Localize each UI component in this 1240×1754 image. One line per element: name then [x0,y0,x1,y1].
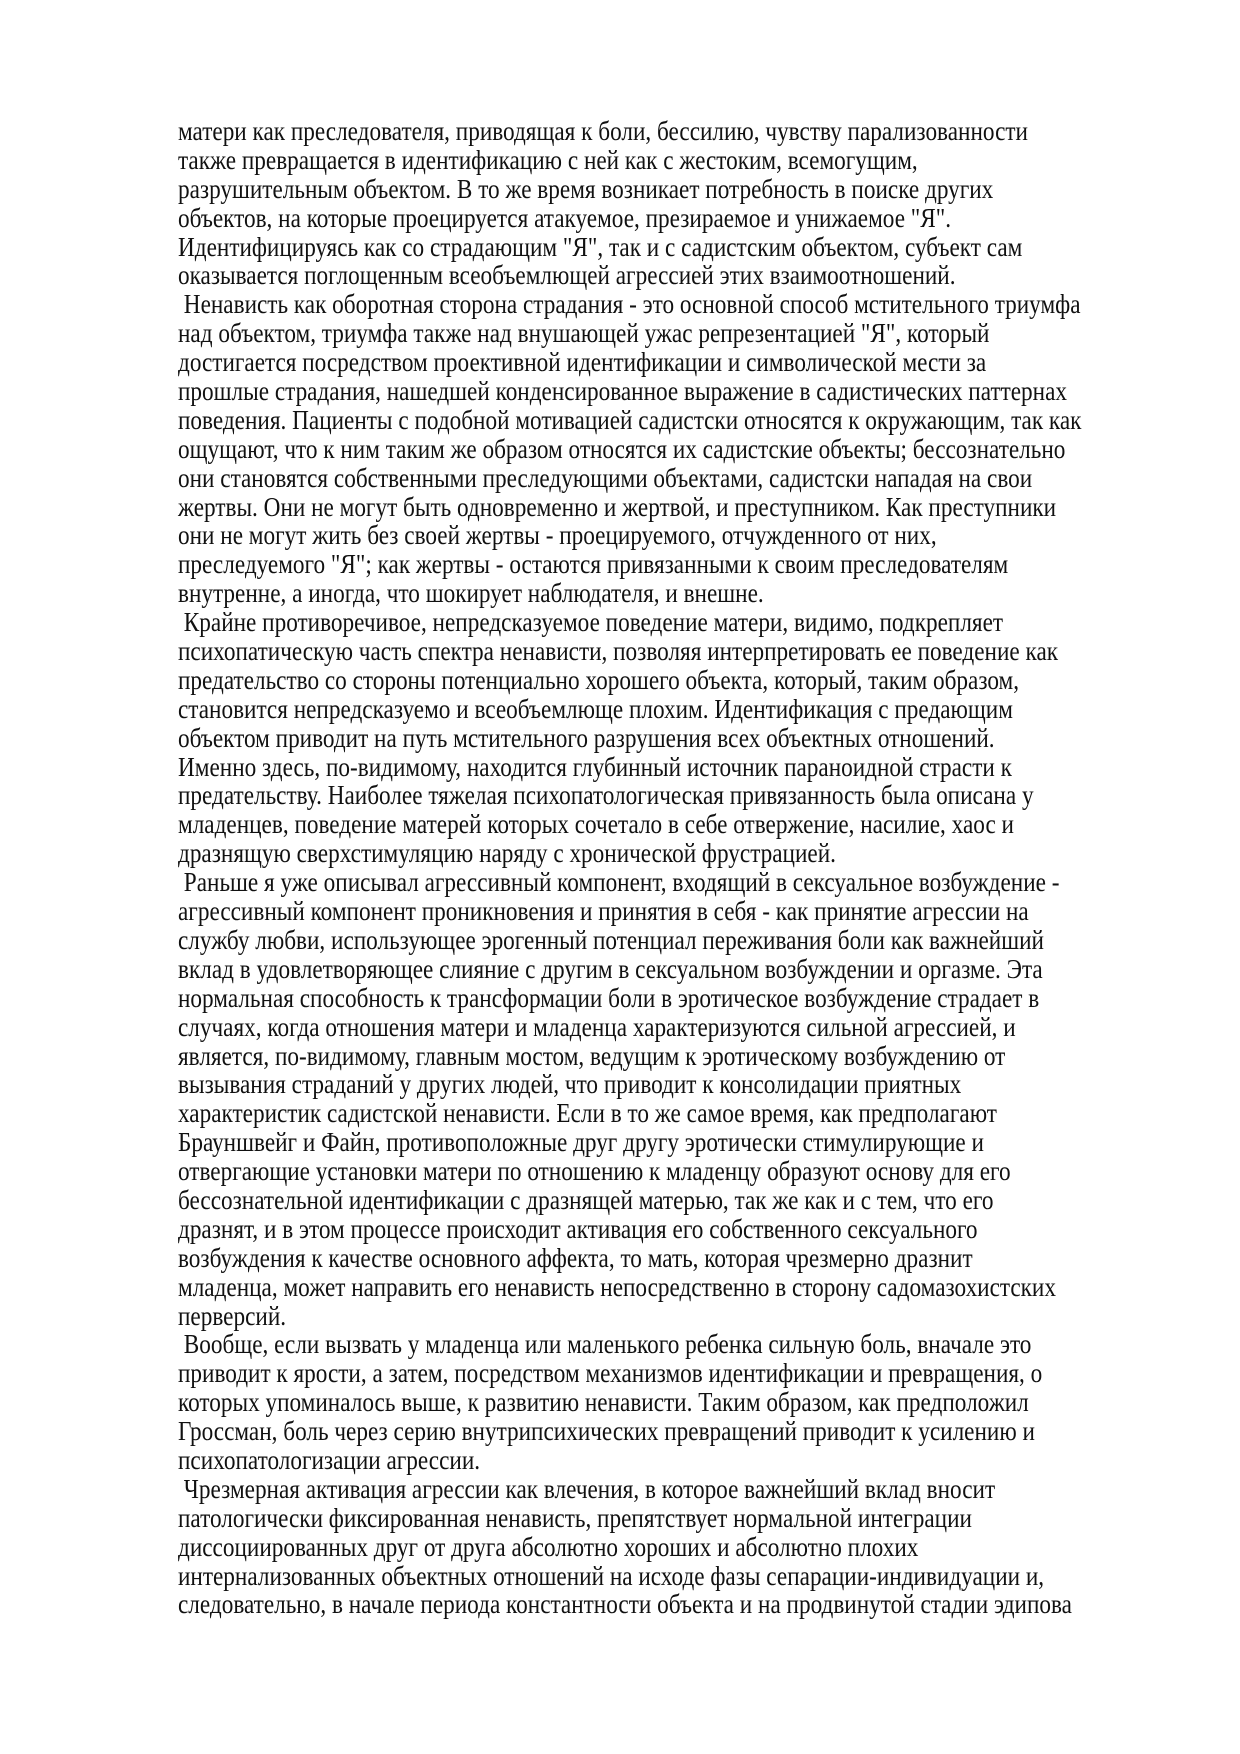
text-line: над объектом, триумфа также над внушающей ужас репрезентацией "Я", который [178,318,990,349]
body-text [178,117,1178,1619]
text-line: Вообще, если вызвать у младенца или маленького ребенка сильную боль, вначале это [178,1329,1032,1360]
text-line: патологически фиксированная ненависть, препятствует нормальной интеграции [178,1502,972,1533]
text-line: случаях, когда отношения матери и младенца характеризуются сильной агрессией, и [178,1011,1016,1042]
text-line: агрессивный компонент проникновения и принятия в себя - как принятие агрессии на [178,896,1029,927]
text-line: младенцев, поведение матерей которых сочетало в себе отвержение, насилие, хаос и [178,809,1014,840]
text-line: Ненависть как оборотная сторона страдания - это основной способ мстительного триумфа [178,289,1081,320]
text-line: Брауншвейг и Файн, противоположные друг другу эротически стимулирующие и [178,1127,984,1158]
text-line: вызывания страданий у других людей, что приводит к консолидации приятных [178,1069,962,1100]
text-line: они не могут жить без своей жертвы - проецируемого, отчужденного от них, [178,520,937,551]
text-line: предательство со стороны потенциально хорошего объекта, который, таким образом, [178,664,1020,695]
text-line: объектов, на которые проецируется атакуемое, презираемое и унижаемое "Я". [178,202,952,233]
text-line: прошлые страдания, нашедшей конденсированное выражение в садистических паттернах [178,376,1067,407]
text-line: матери как преследователя, приводящая к боли, бессилию, чувству парализованности [178,116,1028,146]
text-line: поведения. Пациенты с подобной мотивацией садистски относятся к окружающим, так как [178,404,1082,435]
text-line: Раньше я уже описывал агрессивный компонент, входящий в сексуальное возбуждение - [178,867,1060,898]
text-line: разрушительным объектом. В то же время возникает потребность в поиске других [178,173,994,204]
text-line: бессознательной идентификации с дразнящей матерью, так же как и с тем, что его [178,1184,994,1215]
text-line: службу любви, использующее эрогенный потенциал переживания боли как важнейший [178,924,1044,955]
text-line: следовательно, в начале периода константности объекта и на продвинутой стадии эдипова [178,1589,1072,1620]
text-line: вклад в удовлетворяющее слияние с другим в сексуальном возбуждении и оргазме. Эта [178,953,1043,984]
text-line: также превращается в идентификацию с ней как с жестоким, всемогущим, [178,144,918,175]
text-line: Именно здесь, по-видимому, находится глубинный источник параноидной страсти к [178,751,1012,782]
text-line: диссоциированных друг от друга абсолютно хороших и абсолютно плохих [178,1531,919,1562]
text-line: ощущают, что к ним таким же образом относятся их садистские объекты; бессознательно [178,433,1066,464]
text-line: преследуемого "Я"; как жертвы - остаются привязанными к своим преследователям [178,549,1009,580]
text-line: объектом приводит на путь мстительного разрушения всех объектных отношений. [178,722,995,753]
text-line: дразнят, и в этом процессе происходит активация его собственного сексуального [178,1213,978,1244]
text-line: они становятся собственными преследующими объектами, садистски нападая на свои [178,462,1033,493]
text-line: отвергающие установки матери по отношению к младенцу образуют основу для его [178,1156,1011,1187]
text-line: психопатическую часть спектра ненависти, позволяя интерпретировать ее поведение как [178,636,1059,667]
text-line: которых упоминалось выше, к развитию ненависти. Таким образом, как предположил [178,1387,1029,1418]
text-line: Крайне противоречивое, непредсказуемое поведение матери, видимо, подкрепляет [178,607,1004,638]
text-line: характеристик садистской ненависти. Если в то же самое время, как предполагают [178,1098,997,1129]
text-line: младенца, может направить его ненависть непосредственно в сторону садомазохистских [178,1271,1056,1302]
text-line: Идентифицируясь как со страдающим "Я", так и с садистским объектом, субъект сам [178,231,1023,262]
text-line: Гроссман, боль через серию внутрипсихических превращений приводит к усилению и [178,1416,1035,1447]
text-line: приводит к ярости, а затем, посредством механизмов идентификации и превращения, о [178,1358,1043,1389]
text-line: достигается посредством проективной идентификации и символической мести за [178,347,987,378]
text-line: является, по-видимому, главным мостом, ведущим к эротическому возбуждению от [178,1040,1006,1071]
text-line: возбуждения к качестве основного аффекта, то мать, которая чрезмерно дразнит [178,1242,973,1273]
text-line: внутренне, а иногда, что шокирует наблюдателя, и внешне. [178,578,764,609]
text-line: интернализованных объектных отношений на исходе фазы сепарации-индивидуации и, [178,1560,1045,1591]
text-line: оказывается поглощенным всеобъемлющей агрессией этих взаимоотношений. [178,260,956,291]
text-line: нормальная способность к трансформации боли в эротическое возбуждение страдает в [178,982,1040,1013]
text-line: дразнящую сверхстимуляцию наряду с хронической фрустрацией. [178,838,836,869]
text-line: предательству. Наиболее тяжелая психопатологическая привязанность была описана у [178,780,1034,811]
text-line: становится непредсказуемо и всеобъемлюще плохим. Идентификация с предающим [178,693,1013,724]
text-line: перверсий. [178,1300,287,1331]
text-line: жертвы. Они не могут быть одновременно и жертвой, и преступником. Как преступники [178,491,1057,522]
text-line: Чрезмерная активация агрессии как влечения, в которое важнейший вклад вносит [178,1473,996,1504]
text-line: психопатологизации агрессии. [178,1444,481,1475]
